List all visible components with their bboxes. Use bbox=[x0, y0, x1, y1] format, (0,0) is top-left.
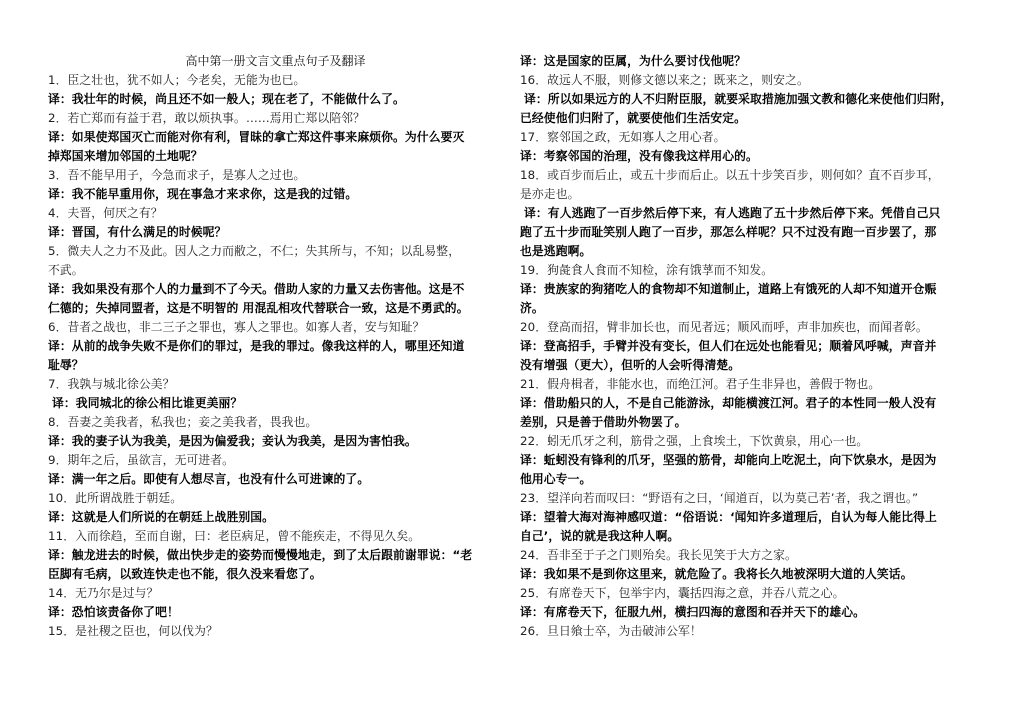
translation-line: 译：触龙进去的时候，做出快步走的姿势而慢慢地走，到了太后跟前谢罪说：“老 bbox=[48, 548, 473, 562]
source-line: 19．狗彘食人食而不知检，涂有饿莩而不知发。 bbox=[520, 263, 774, 277]
translation-line: 也是逃跑啊。 bbox=[520, 244, 592, 258]
translation-line: 没有增强（更大），但听的人会听得清楚。 bbox=[520, 358, 741, 372]
translation-line: 译：从前的战争失败不是你们的罪过，是我的罪过。像我这样的人，哪里还知道 bbox=[48, 339, 465, 353]
translation-line: 译：我不能早重用你，现在事急才来求你，这是我的过错。 bbox=[48, 187, 358, 201]
translation-line: 济。 bbox=[520, 301, 544, 315]
translation-line: 已经使他们归附了，就要使他们生活安定。 bbox=[520, 111, 747, 125]
translation-line: 臣脚有毛病，以致连快走也不能，很久没来看您了。 bbox=[48, 567, 322, 581]
translation-line: 译：我的妻子认为我美，是因为偏爱我；妾认为我美，是因为害怕我。 bbox=[48, 434, 417, 448]
translation-line: 译：如果使郑国灭亡而能对你有利，冒昧的拿亡郑这件事来麻烦你。为什么要灭 bbox=[48, 130, 465, 144]
translation-line: 译：满一年之后。即使有人想尽言，也没有什么可进谏的了。 bbox=[48, 472, 370, 486]
source-line: 5．微夫人之力不及此。因人之力而敝之，不仁；失其所与，不知；以乱易整， bbox=[48, 244, 461, 258]
translation-line: 他用心专一。 bbox=[520, 472, 592, 486]
page-title: 高中第一册文言文重点句子及翻译 bbox=[185, 54, 366, 68]
source-line: 是亦走也。 bbox=[520, 187, 580, 201]
translation-line: 译：有席卷天下，征服九州，横扫四海的意图和吞并天下的雄心。 bbox=[520, 605, 866, 619]
right-lines bbox=[520, 52, 975, 641]
source-line: 16．故远人不服，则修文德以来之；既来之，则安之。 bbox=[520, 73, 809, 87]
source-line: 6．昔者之战也，非二三子之罪也，寡人之罪也。如寡人者，安与知耻？ bbox=[48, 320, 425, 334]
source-line: 3．吾不能早用子，今急而求子，是寡人之过也。 bbox=[48, 168, 306, 182]
translation-line: 译：登高招手，手臂并没有变长，但人们在远处也能看见；顺着风呼喊，声音并 bbox=[520, 339, 937, 353]
left-column bbox=[48, 52, 503, 641]
translation-line: 自己’，说的就是我这种人啊。 bbox=[520, 529, 680, 543]
source-line: 1．臣之壮也，犹不如人；今老矣，无能为也已。 bbox=[48, 73, 306, 87]
source-line: 18．或百步而后止，或五十步而后止。以五十步笑百步，则何如？直不百步耳， bbox=[520, 168, 940, 182]
translation-line: 差别，只是善于借助外物罢了。 bbox=[520, 415, 687, 429]
source-line: 15．是社稷之臣也，何以伐为？ bbox=[48, 624, 218, 638]
source-line: 17．察邻国之政，无如寡人之用心者。 bbox=[520, 130, 726, 144]
source-line: 24．吾非至于子之门则殆矣。我长见笑于大方之家。 bbox=[520, 548, 797, 562]
source-line: 8．吾妻之美我者，私我也；妾之美我者，畏我也。 bbox=[48, 415, 318, 429]
source-line: 7．我孰与城北徐公美？ bbox=[48, 377, 175, 391]
translation-line: 译：我同城北的徐公相比谁更美丽？ bbox=[52, 396, 243, 410]
translation-line: 译：借助船只的人，不是自己能游泳，却能横渡江河。君子的本性同一般人没有 bbox=[520, 396, 937, 410]
translation-line: 跑了五十步而耻笑别人跑了一百步，那怎么样呢？只不过没有跑一百步罢了，那 bbox=[520, 225, 937, 239]
source-line: 14．无乃尔是过与？ bbox=[48, 586, 159, 600]
translation-line: 译：我如果没有那个人的力量到不了今天。借助人家的力量又去伤害他。这是不 bbox=[48, 282, 465, 296]
translation-line: 掉郑国来增加邻国的土地呢？ bbox=[48, 149, 203, 163]
translation-line: 译：晋国，有什么满足的时候呢？ bbox=[48, 225, 227, 239]
source-line: 22．蚓无爪牙之利，筋骨之强，上食埃土，下饮黄泉，用心一也。 bbox=[520, 434, 869, 448]
source-line: 4．夫晋，何厌之有？ bbox=[48, 206, 163, 220]
translation-line: 译：这是国家的臣属，为什么要讨伐他呢？ bbox=[520, 54, 747, 68]
translation-line: 译：有人逃跑了一百步然后停下来，有人逃跑了五十步然后停下来。凭借自己只 bbox=[524, 206, 941, 220]
translation-line: 译：望着大海对海神感叹道：“俗语说：‘闻知许多道理后，自认为每人能比得上 bbox=[520, 510, 937, 524]
translation-line: 译：蚯蚓没有锋利的爪牙，坚强的筋骨，却能向上吃泥土，向下饮泉水，是因为 bbox=[520, 453, 937, 467]
source-line: 不武。 bbox=[48, 263, 84, 277]
translation-line: 译：恐怕该责备你了吧！ bbox=[48, 605, 179, 619]
right-column bbox=[520, 52, 975, 641]
source-line: 20．登高而招，臂非加长也，而见者远；顺风而呼，声非加疾也，而闻者彰。 bbox=[520, 320, 928, 334]
source-line: 21．假舟楫者，非能水也，而绝江河。君子生非异也，善假于物也。 bbox=[520, 377, 881, 391]
translation-line: 耻辱？ bbox=[48, 358, 84, 372]
source-line: 11．入而徐趋，至而自谢，曰：老臣病足，曾不能疾走，不得见久矣。 bbox=[48, 529, 421, 543]
translation-line: 译：我如果不是到你这里来，就危险了。我将长久地被深明大道的人笑话。 bbox=[520, 567, 913, 581]
translation-line: 译：考察邻国的治理，没有像我这样用心的。 bbox=[520, 149, 758, 163]
translation-line: 译：贵族家的狗猪吃人的食物却不知道制止，道路上有饿死的人却不知道开仓赈 bbox=[520, 282, 937, 296]
translation-line: 译：这就是人们所说的在朝廷上战胜别国。 bbox=[48, 510, 275, 524]
translation-line: 译：我壮年的时候，尚且还不如一般人；现在老了，不能做什么了。 bbox=[48, 92, 405, 106]
source-line: 10．此所谓战胜于朝廷。 bbox=[48, 491, 183, 505]
source-line: 25．有席卷天下，包举宇内，囊括四海之意，并吞八荒之心。 bbox=[520, 586, 845, 600]
left-lines bbox=[48, 71, 503, 641]
source-line: 2．若亡郑而有益于君，敢以烦执事。……焉用亡郑以陪邻？ bbox=[48, 111, 365, 125]
translation-line: 仁德的；失掉同盟者，这是不明智的 用混乱相攻代替联合一致，这是不勇武的。 bbox=[48, 301, 469, 315]
source-line: 9．期年之后，虽欲言，无可进者。 bbox=[48, 453, 235, 467]
translation-line: 译：所以如果远方的人不归附臣服，就要采取措施加强文教和德化来使他们归附， bbox=[524, 92, 953, 106]
source-line: 26．旦日飨士卒，为击破沛公军！ bbox=[520, 624, 702, 638]
source-line: 23．望洋向若而叹曰：“野语有之曰，‘闻道百，以为莫己若’者，我之谓也。” bbox=[520, 491, 919, 505]
